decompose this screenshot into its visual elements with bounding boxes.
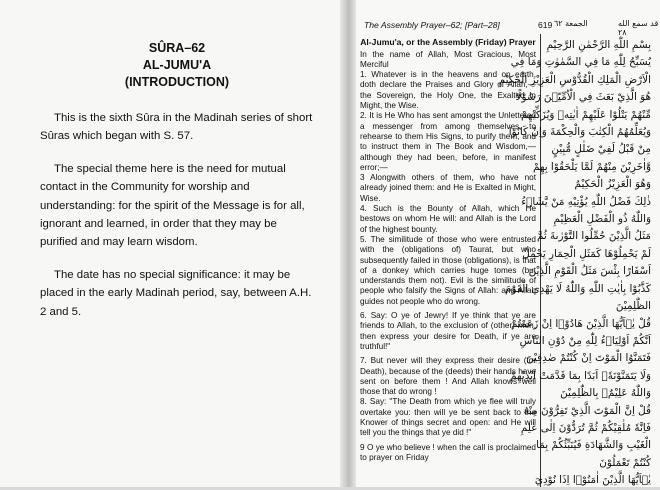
verse-6: 6. Say: O ye of Jewry! If ye think that ye are friends to Allah, to the exclusion of (other) men, then express your desire for Death, if ye are truthful!": [360, 311, 536, 351]
arabic-line: قُلْ يٰۤاَيُّهَا الَّذِيْنَ هَادُوْۤا اِنْ زَعَمْتُمْ: [510, 317, 651, 330]
intro-paragraph: This is the sixth Sûra in the Madinah series of short Sûras which began with S. 57.: [40, 112, 313, 143]
arabic-line: وَهُوَ الْعَزِيْزُ الْحَكِيْمُ: [574, 178, 651, 191]
arabic-line: لَمْ يَحْمِلُوْهَا كَمَثَلِ الْحِمَارِ يَحْمِلُ: [522, 247, 651, 260]
sura-name: AL-JUMU'A: [142, 58, 212, 72]
arabic-line: وَّاٰخَرِيْنَ مِنْهُمْ لَمَّا يَلْحَقُوْا بِهِمْ: [533, 160, 651, 173]
arabic-line: اَسْفَارًا بِئْسَ مَثَلُ الْقَوْمِ الَّذِيْنَ: [528, 265, 651, 278]
arabic-line: مِنْ قَبْلُ لَفِيْ ضَلٰلٍ مُّبِيْنٍ: [551, 143, 651, 156]
arabic-line: الْاَرْضِ الْمَلِكِ الْقُدُّوْسِ الْعَزِيْزِ الْحَكِيْمِ: [498, 73, 651, 86]
arabic-text-column: [498, 34, 654, 487]
arabic-line: يُسَبِّحُ لِلّٰهِ مَا فِي السَّمٰوٰتِ وَمَا فِي: [510, 56, 651, 69]
arabic-line: فَتَمَنَّوُا الْمَوْتَ اِنْ كُنْتُمْ صٰدِقِيْنَ: [526, 352, 651, 365]
arabic-line: بِسْمِ اللّٰهِ الرَّحْمٰنِ الرَّحِيْمِ: [546, 39, 651, 51]
verse-4: 4. Such is the Bounty of Allah, which He bestows on whom He will: and Allah is the Lord of the highest bounty.: [360, 204, 536, 234]
arabic-line: يٰۤاَيُّهَا الَّذِيْنَ اٰمَنُوْۤا اِذَا نُوْدِيَ: [534, 474, 651, 487]
arabic-line: ذٰلِكَ فَضْلُ اللّٰهِ يُؤْتِيْهِ مَنْ يَّشَاۤءُ: [521, 195, 651, 208]
header-arabic-part: قد سمع الله ٢٨: [618, 19, 659, 37]
arabic-line: وَاللّٰهُ ذُو الْفَضْلِ الْعَظِيْمِ: [553, 213, 651, 226]
arabic-line: وَاللّٰهُ عَلِيْمٌۢ بِالظّٰلِمِيْنَ: [560, 387, 651, 400]
intro-paragraph: The special theme here is the need for mutual contact in the Community for worship and understanding: for the spirit of the Message is for all, ignorant and learned, in order that they may be purified and may learn wisdom.: [40, 162, 305, 249]
page-number: 619: [538, 20, 553, 30]
translation-column: [360, 34, 536, 463]
arabic-line: اَنَّكُمْ اَوْلِيَاۤءُ لِلّٰهِ مِنْ دُوْنِ النَّاسِ: [519, 334, 651, 347]
arabic-line: قُلْ اِنَّ الْمَوْتَ الَّذِيْ تَفِرُّوْنَ مِنْهُ: [523, 404, 651, 417]
header-title: The Assembly Prayer–62; [Part–28]: [364, 20, 500, 30]
arabic-line: كُنْتُمْ تَعْمَلُوْنَ: [599, 456, 651, 469]
verse-5: 5. The similitude of those who were entrusted with the (obligations of) Taurat, but who subsequently failed in those (obligations), is that of a donkey which carries huge tomes (but understands them not). Evil is the similitude of people who falsify the Signs of Allah: and Allah guides not people who do wrong.: [360, 234, 536, 306]
arabic-line: الْغَيْبِ وَالشَّهَادَةِ فَيُنَبِّئُكُمْ بِمَا: [536, 439, 651, 452]
running-header: [356, 18, 660, 37]
translation-heading: Al-Jumu'a, or the Assembly (Friday) Prayer: [360, 37, 536, 47]
arabic-line: فَاِنَّهٗ مُلٰقِيْكُمْ ثُمَّ تُرَدُّوْنَ اِلٰى عٰلِمِ: [520, 421, 651, 434]
arabic-line: مَثَلُ الَّذِيْنَ حُمِّلُوا التَّوْرٰىةَ ثُمَّ: [536, 230, 651, 243]
arabic-line: وَيُعَلِّمُهُمُ الْكِتٰبَ وَالْحِكْمَةَ وَاِنْ كَانُوْا: [508, 126, 651, 139]
verse-9: 9 O ye who believe ! when the call is proclaimed to prayer on Friday: [360, 442, 536, 462]
right-page: [356, 0, 660, 487]
arabic-line: كَذَّبُوْا بِاٰيٰتِ اللّٰهِ وَاللّٰهُ لَا يَهْدِي الْقَوْمَ: [505, 282, 651, 295]
verse-2: 2. It is He Who has sent amongst the Unlettered a messenger from among themselves, to rehearse to them His Signs, to purify them, and to instruct them in The Book and Wisdom,—although they had been, before, in manifest error;—: [360, 111, 536, 172]
arabic-line: مِّنْهُمْ يَتْلُوْا عَلَيْهِمْ اٰيٰتِهٖ وَيُزَكِّيْهِمْ: [521, 108, 651, 121]
arabic-line: الظّٰلِمِيْنَ: [615, 300, 651, 313]
verse-8: 8. Say: "The Death from which ye flee will truly overtake you: then will ye be sent back to the Knower of things secret and open: and He will tell you the things that ye did !": [360, 397, 536, 438]
intro-subtitle: (INTRODUCTION): [124, 75, 230, 89]
verse-basmala: In the name of Allah, Most Gracious, Most Merciful: [360, 49, 536, 69]
header-arabic-sura: الجمعة ٦٢: [554, 19, 588, 28]
verse-7: 7. But never will they express their desire (for Death), because of the (deeds) their hands have sent on before them ! And Allah knows well those that do wrong !: [360, 356, 536, 397]
sura-number: SÛRA–62: [148, 41, 206, 55]
arabic-line: هُوَ الَّذِيْ بَعَثَ فِي الْاُمِّيّٖنَ رَسُوْلًا: [515, 91, 651, 104]
intro-text: [40, 109, 314, 321]
arabic-line: وَلَا يَتَمَنَّوْنَهٗۤ اَبَدًا بِمَا قَدَّمَتْ اَيْدِيْهِمْ: [510, 369, 651, 382]
intro-paragraph: The date has no special significance: it may be placed in the early Madinah period, say, between A.H. 2 and 5.: [40, 268, 312, 318]
verse-1: 1. Whatever is in the heavens and on earth, doth declare the Praises and Glory of Allah,—the Sovereign, the Holy One, the Exalted in Might, the Wise.: [360, 70, 536, 111]
book-gutter: [340, 0, 356, 487]
verse-3: 3 Alongwith others of them, who have not already joined them: and He is Exalted in Might, Wise.: [360, 173, 536, 203]
